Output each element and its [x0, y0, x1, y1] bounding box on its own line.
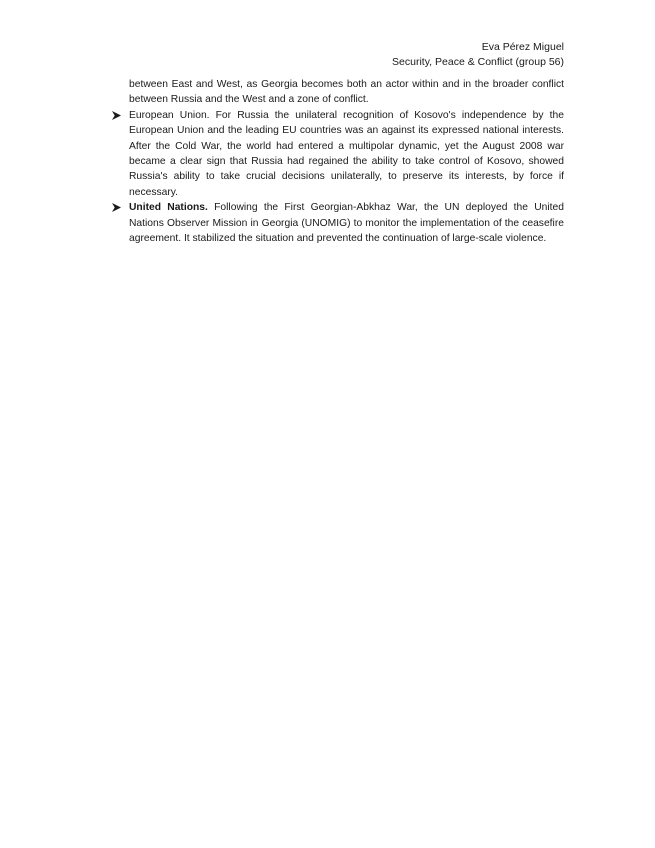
bullet-text: Following the First Georgian-Abkhaz War, the UN deployed the United Nations Observer Mission in Georgia (UNOMIG) to monitor the implementation of the ceasefire agreement. It stabilized the situation and prevented the continuation of large-scale violence.	[129, 202, 564, 245]
bullet-text: European Union. For Russia the unilateral recognition of Kosovo's independence by the European Union and the leading EU countries was an against its expressed national interests. After the Cold War, the world had entered a multipolar dynamic, yet the August 2008 war became a clear sign that Russia had regained the ability to take control of Kosovo, showed Russia's ability to take crucial decisions unilaterally, to preserve its interests, by force if necessary.	[129, 109, 564, 198]
continuation-paragraph: between East and West, as Georgia becomes both an actor within and in the broader conflict between Russia and the West and a zone of conflict.	[129, 79, 564, 106]
arrowhead-bullet-icon	[110, 200, 122, 215]
bullet-item-european-union	[129, 108, 564, 200]
course-name: Security, Peace & Conflict (group 56)	[392, 56, 564, 68]
bullet-item-united-nations	[129, 200, 564, 246]
bullet-heading: United Nations.	[129, 202, 208, 214]
page-content	[129, 77, 564, 246]
page-header	[392, 40, 564, 70]
author-name: Eva Pérez Miguel	[481, 41, 564, 53]
arrowhead-bullet-icon	[110, 108, 122, 123]
